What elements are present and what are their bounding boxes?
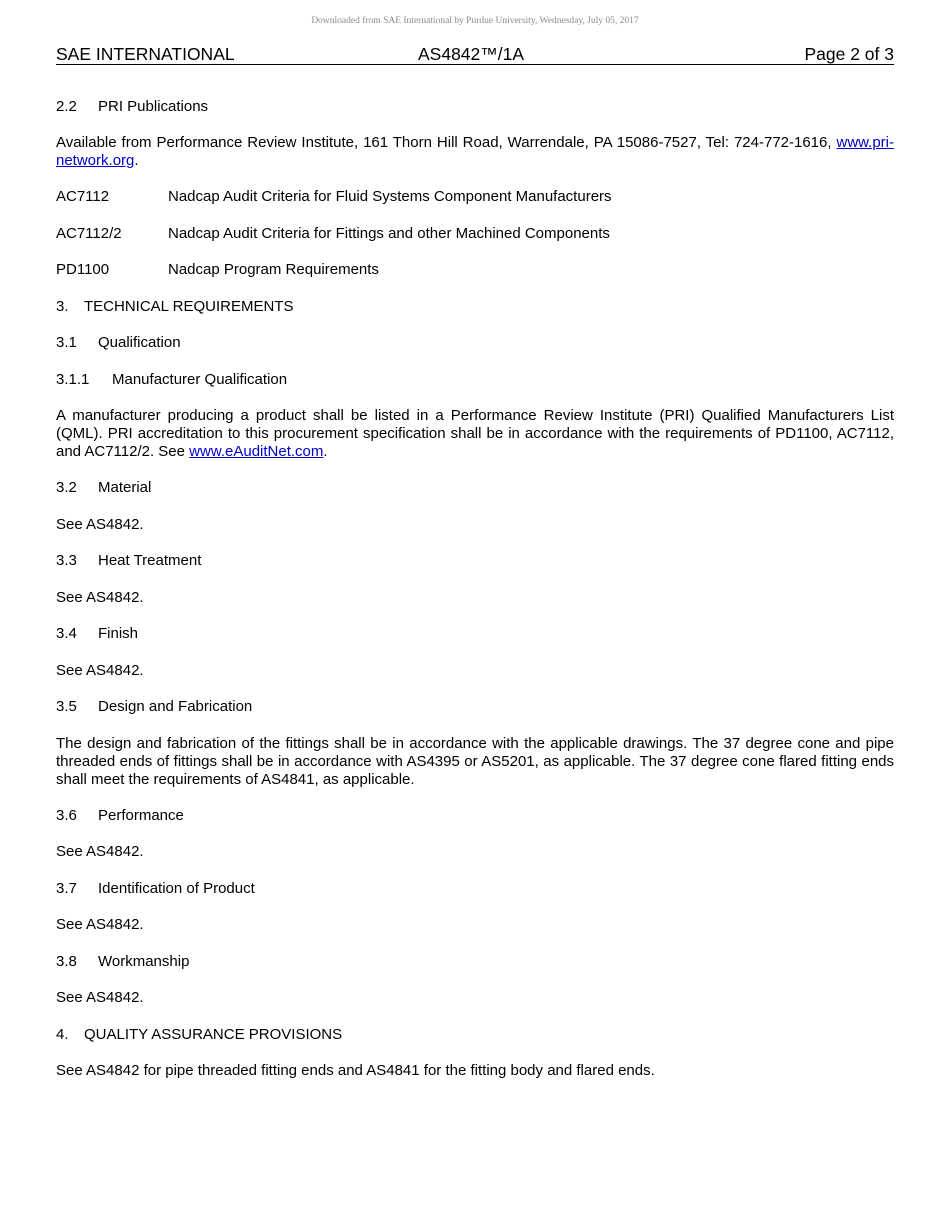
section-3-heading	[56, 298, 293, 316]
section-title: Heat Treatment	[98, 552, 202, 569]
reference-code: AC7112	[56, 188, 110, 205]
section-number: 4.	[56, 1026, 69, 1043]
section-number: 3.2	[56, 479, 77, 496]
section-number: 3.	[56, 298, 69, 315]
page-header	[56, 44, 894, 65]
section-3-3-heading	[56, 552, 201, 570]
header-organization: SAE INTERNATIONAL	[56, 44, 235, 64]
section-3-8-text: See AS4842.	[56, 989, 144, 1006]
section-3-5-text: The design and fabrication of the fittings shall be in accordance with the applicable drawings. The 37 degree cone and pipe threaded ends of fittings shall be in accordance with AS4395 or AS5201, as applicable. The 37 degree cone flared fitting ends shall meet the requirements of AS4841, as applicable.	[56, 735, 894, 788]
reference-title: Nadcap Program Requirements	[168, 261, 379, 278]
paragraph-end: .	[134, 152, 139, 169]
section-3-2-heading	[56, 479, 151, 497]
section-3-6-text: See AS4842.	[56, 843, 144, 860]
section-number: 3.4	[56, 625, 77, 642]
section-number: 3.8	[56, 953, 77, 970]
section-3-7-text: See AS4842.	[56, 916, 144, 933]
section-3-5-heading	[56, 698, 252, 716]
paragraph-text: A manufacturer producing a product shall be listed in a Performance Review Institute (PRI) Qualified Manufacturers List (QML). PRI accreditation to this procurement specification shall be in accordance with the requirements of PD1100, AC7112, and AC7112/2. See	[56, 407, 894, 460]
section-3-1-heading	[56, 334, 181, 352]
download-watermark: Downloaded from SAE International by Purdue University, Wednesday, July 05, 2017	[311, 16, 639, 26]
section-2-2-text	[56, 134, 894, 170]
section-number: 3.1	[56, 334, 77, 351]
section-number: 3.6	[56, 807, 77, 824]
section-title: Identification of Product	[98, 880, 255, 897]
section-title: Material	[98, 479, 152, 496]
section-number: 3.3	[56, 552, 77, 569]
reference-row	[56, 225, 610, 243]
section-3-4-heading	[56, 625, 138, 643]
section-title: Qualification	[98, 334, 181, 351]
section-title: PRI Publications	[98, 98, 209, 115]
section-4-text: See AS4842 for pipe threaded fitting ends and AS4841 for the fitting body and flared ends.	[56, 1062, 655, 1079]
section-3-3-text: See AS4842.	[56, 589, 144, 606]
paragraph-end: .	[323, 443, 328, 460]
section-title: Finish	[98, 625, 139, 642]
section-title: TECHNICAL REQUIREMENTS	[84, 298, 294, 315]
section-2-2-heading	[56, 98, 208, 116]
section-3-2-text: See AS4842.	[56, 516, 144, 533]
header-document-number: AS4842™/1A	[418, 44, 525, 64]
section-3-4-text: See AS4842.	[56, 662, 144, 679]
section-3-7-heading	[56, 880, 255, 898]
section-title: Workmanship	[98, 953, 190, 970]
section-title: Manufacturer Qualification	[112, 371, 288, 388]
pri-network-link[interactable]: www.pri-network.org	[56, 134, 894, 169]
section-title: Design and Fabrication	[98, 698, 253, 715]
reference-code: AC7112/2	[56, 225, 122, 242]
section-3-1-1-heading	[56, 371, 287, 389]
paragraph-text: Available from Performance Review Institute, 161 Thorn Hill Road, Warrendale, PA 15086-7527, Tel: 724-772-1616,	[56, 134, 832, 151]
section-number: 2.2	[56, 98, 77, 115]
section-title: QUALITY ASSURANCE PROVISIONS	[84, 1026, 343, 1043]
section-4-heading	[56, 1026, 342, 1044]
eauditnet-link[interactable]: www.eAuditNet.com	[189, 443, 324, 460]
reference-row	[56, 261, 379, 279]
reference-row	[56, 188, 612, 206]
section-number: 3.7	[56, 880, 77, 897]
reference-title: Nadcap Audit Criteria for Fluid Systems Component Manufacturers	[168, 188, 612, 205]
section-number: 3.5	[56, 698, 77, 715]
header-page-number: Page 2 of 3	[804, 44, 894, 64]
section-number: 3.1.1	[56, 371, 90, 388]
reference-code: PD1100	[56, 261, 110, 278]
section-3-8-heading	[56, 953, 189, 971]
section-title: Performance	[98, 807, 184, 824]
section-3-6-heading	[56, 807, 184, 825]
section-3-1-1-text	[56, 407, 894, 461]
reference-title: Nadcap Audit Criteria for Fittings and other Machined Components	[168, 225, 610, 242]
